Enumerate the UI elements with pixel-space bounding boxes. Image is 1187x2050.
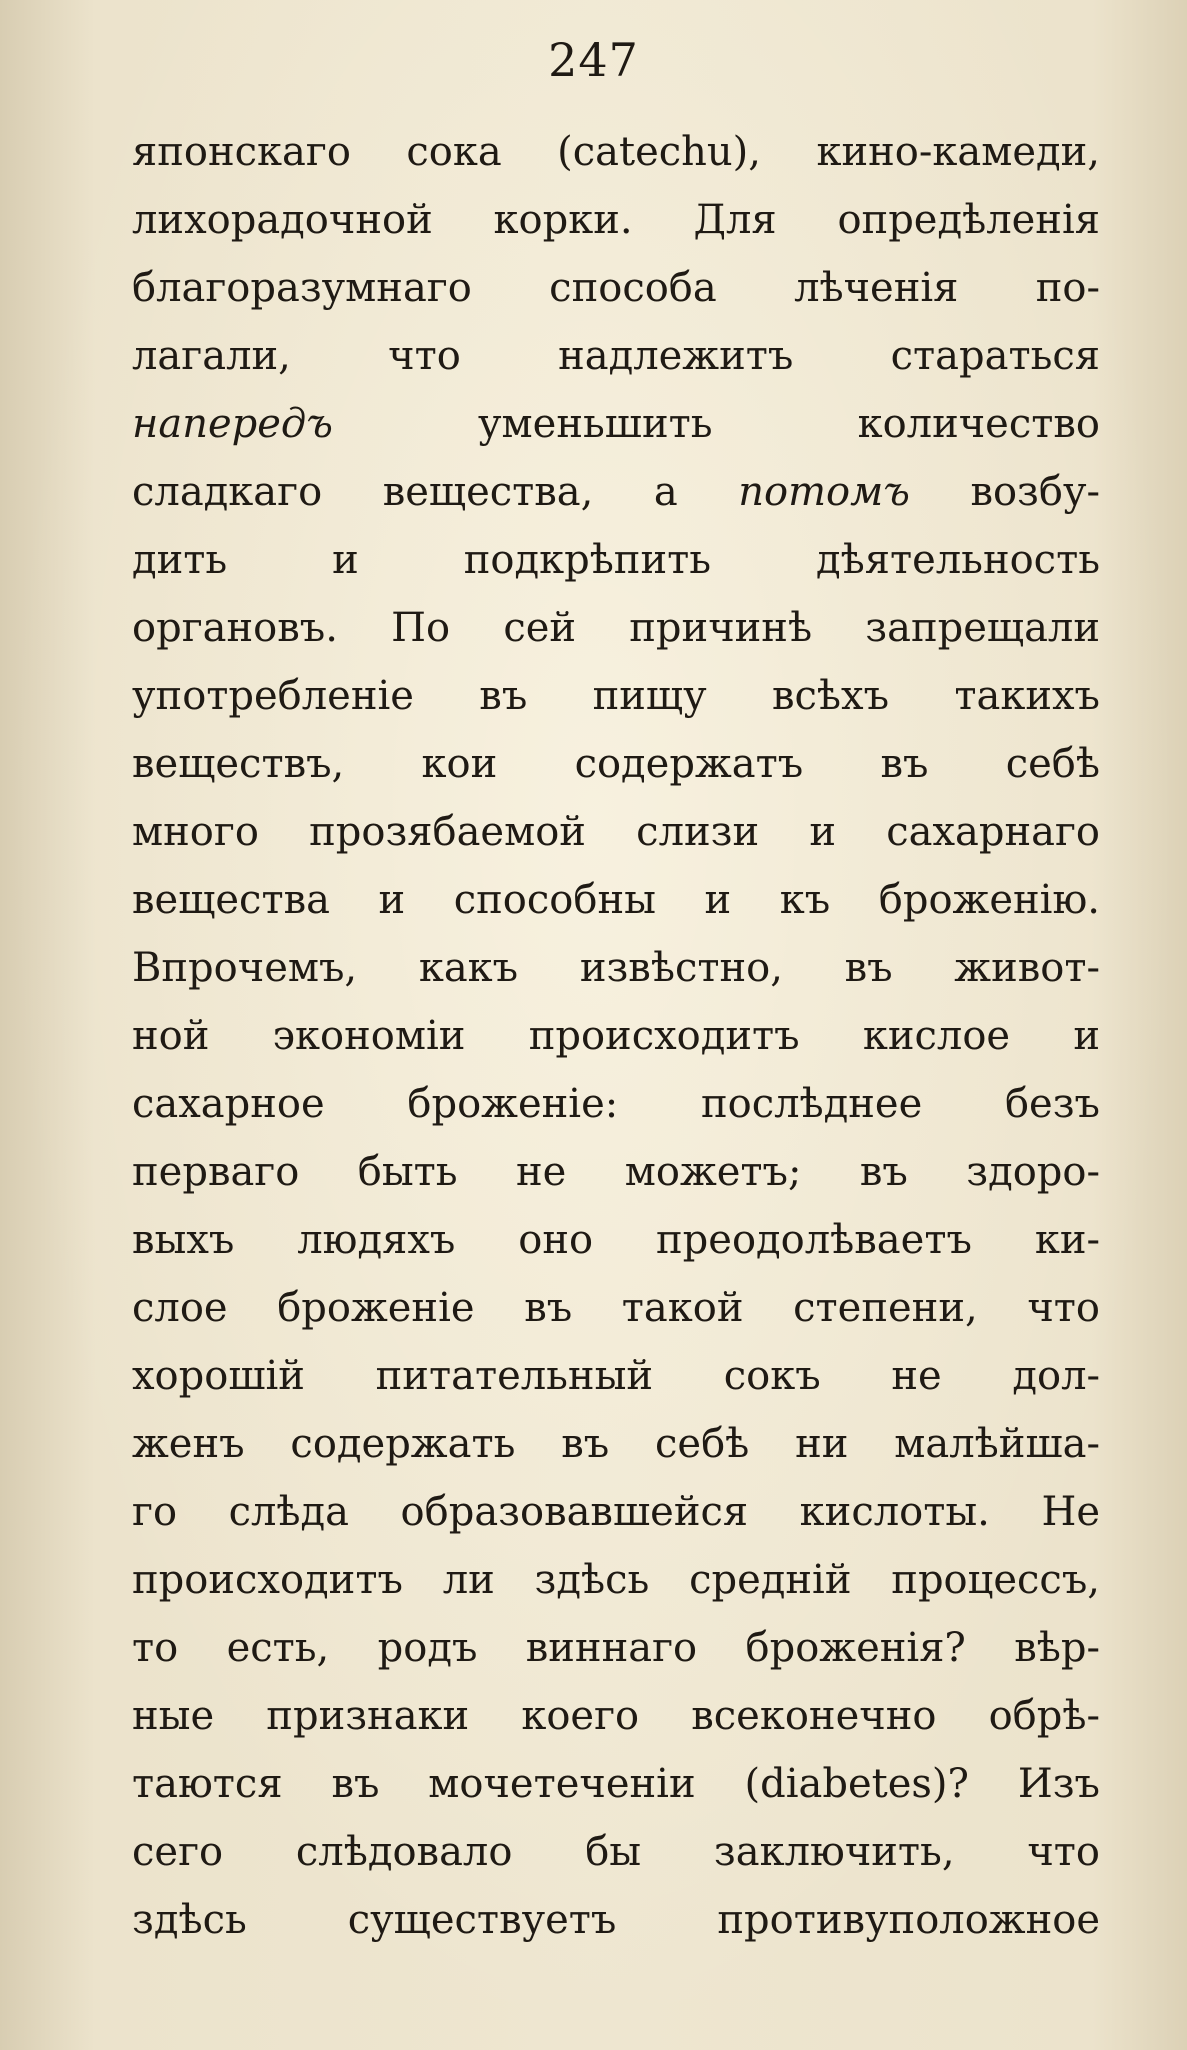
text-line-21: го слѣда образовавшейся кислоты. Не bbox=[132, 1489, 1100, 1535]
text-line-8: органовъ. По сей причинѣ запрещали bbox=[132, 605, 1100, 651]
text-line-6-before: сладкаго вещества, а bbox=[132, 469, 678, 515]
text-line-19: хорошій питательный сокъ не дол- bbox=[132, 1353, 1100, 1399]
text-line-4: лагали, что надлежитъ стараться bbox=[132, 333, 1100, 379]
text-line-23: то есть, родъ виннаго броженія? вѣр- bbox=[132, 1625, 1100, 1671]
text-line-9: употребленіе въ пищу всѣхъ такихъ bbox=[132, 673, 1100, 719]
text-line-5 bbox=[132, 390, 1100, 458]
text-line-17: выхъ людяхъ оно преодолѣваетъ ки- bbox=[132, 1217, 1100, 1263]
text-line-15: сахарное броженіе: послѣднее безъ bbox=[132, 1081, 1100, 1127]
text-line-6-after: возбу- bbox=[970, 469, 1100, 515]
text-line-18: слое броженіе въ такой степени, что bbox=[132, 1285, 1100, 1331]
body-text bbox=[132, 118, 1100, 1954]
text-line-27: здѣсь существуетъ противуположное bbox=[132, 1897, 1100, 1943]
text-line-11: много прозябаемой слизи и сахарнаго bbox=[132, 809, 1100, 855]
text-line-2: лихорадочной корки. Для опредѣленія bbox=[132, 197, 1100, 243]
text-line-22: происходитъ ли здѣсь средній процессъ, bbox=[132, 1557, 1100, 1603]
emphasized-word-naperedъ: напередъ bbox=[132, 401, 333, 447]
text-line-24: ные признаки коего всеконечно обрѣ- bbox=[132, 1693, 1100, 1739]
text-line-10: веществъ, кои содержатъ въ себѣ bbox=[132, 741, 1100, 787]
text-line-7: дить и подкрѣпить дѣятельность bbox=[132, 537, 1100, 583]
text-line-20: женъ содержать въ себѣ ни малѣйша- bbox=[132, 1421, 1100, 1467]
text-line-13: Впрочемъ, какъ извѣстно, въ живот- bbox=[132, 945, 1100, 991]
text-line-5-rest: уменьшить количество bbox=[478, 401, 1100, 447]
text-line-26: сего слѣдовало бы заключить, что bbox=[132, 1829, 1100, 1875]
text-line-3: благоразумнаго способа лѣченія по- bbox=[132, 265, 1100, 311]
text-line-14: ной экономіи происходитъ кислое и bbox=[132, 1013, 1100, 1059]
emphasized-word-potomъ: потомъ bbox=[738, 469, 910, 515]
text-line-12: вещества и способны и къ броженію. bbox=[132, 877, 1100, 923]
page-number: 247 bbox=[548, 33, 639, 87]
text-line-6 bbox=[132, 458, 1100, 526]
text-line-1: японскаго сока (catechu), кино-камеди, bbox=[132, 129, 1100, 175]
text-line-16: перваго быть не можетъ; въ здоро- bbox=[132, 1149, 1100, 1195]
text-line-25: таются въ мочетеченіи (diabetes)? Изъ bbox=[132, 1761, 1100, 1807]
